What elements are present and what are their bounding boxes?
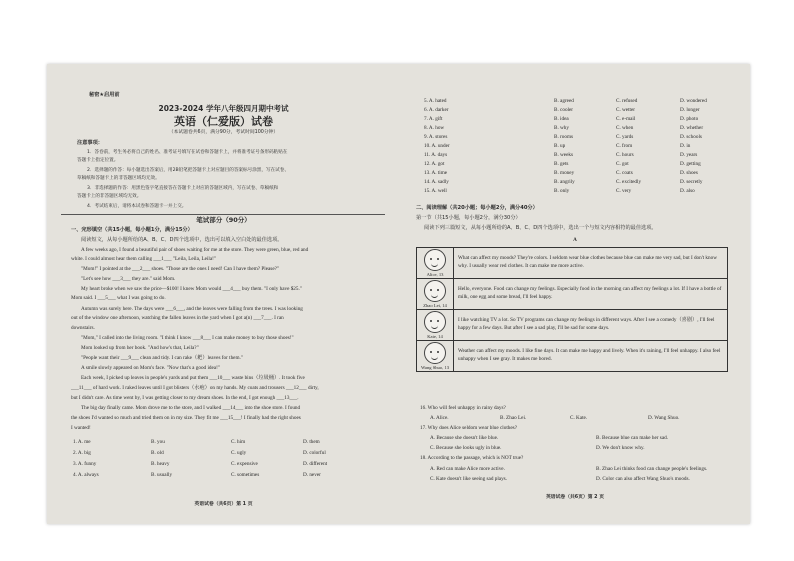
option-row-2 xyxy=(47,450,400,458)
note-line: 2．选择题的作答：每小题选出答案后，用2B铅笔把答题卡上对应题目的答案标号涂黑，写在试卷、 xyxy=(87,168,289,173)
profile-name: Alice, 13 xyxy=(426,272,444,277)
option-row-13 xyxy=(400,170,750,178)
option-d[interactable]: D. Wang Shuo. xyxy=(648,415,680,421)
passage-line: ___11___ of hard work. I raked leaves until I got blisters（水疱）on my hands. My coats and trousers ___12___ dirty, xyxy=(71,385,319,391)
option-row-6 xyxy=(400,107,750,115)
note-line: 草稿纸和答题卡上的非答题区域均无效。 xyxy=(77,176,160,181)
question-16-options xyxy=(400,415,750,423)
written-part-heading: 笔试部分（90分） xyxy=(196,216,251,224)
option-b[interactable]: B. Because blue can make her sad. xyxy=(596,435,669,441)
part1-instructions: 阅读下列三篇短文，从每小题所给的A、B、C、D四个选项中，选出一个与短文内容相符的最佳选项。 xyxy=(424,225,657,231)
option-a[interactable]: 10. A. under xyxy=(424,143,450,149)
girl-portrait-icon xyxy=(424,311,446,333)
option-d[interactable]: D. never xyxy=(303,472,321,478)
profile-name: Zhao Lei, 14 xyxy=(423,303,447,308)
option-b[interactable]: B. why xyxy=(554,125,569,131)
option-row-14 xyxy=(400,179,750,187)
passage-line: but I didn't care. As time went by, I was getting closer to my dream shoes. In the end, I got enough ___13___. xyxy=(71,395,299,401)
option-b[interactable]: B. up xyxy=(554,143,566,149)
passage-line: A smile slowly appeared on Mom's face. "Now that's a good idea!" xyxy=(81,365,220,371)
option-c[interactable]: C. sometimes xyxy=(231,472,260,478)
option-a[interactable]: 14. A. sadly xyxy=(424,179,449,185)
option-c[interactable]: C. Kate. xyxy=(570,415,588,421)
option-a[interactable]: 15. A. well xyxy=(424,188,447,194)
option-d[interactable]: D. shoes xyxy=(680,170,698,176)
page-footer: 英语试卷（共6页）第 1 页 xyxy=(194,502,253,507)
option-a[interactable]: 5. A. hated xyxy=(424,98,447,104)
option-row-7 xyxy=(400,116,750,124)
note-line: 3．非选择题的作答：用黑色签字笔直接答在答题卡上对应的答题区域内，写在试卷、草稿纸和 xyxy=(87,186,279,191)
option-row-4 xyxy=(47,472,400,480)
option-b[interactable]: B. agreed xyxy=(554,98,574,104)
option-row-1 xyxy=(47,439,400,447)
option-b[interactable]: B. heavy xyxy=(151,461,170,467)
option-row-3 xyxy=(47,461,400,469)
option-d[interactable]: D. secretly xyxy=(680,179,703,185)
option-a[interactable]: 7. A. gift xyxy=(424,116,443,122)
profile-name: Wang Shuo, 13 xyxy=(420,365,450,370)
table-row xyxy=(417,248,728,279)
option-d[interactable]: D. schools xyxy=(680,134,702,140)
option-c[interactable]: C. hours xyxy=(616,152,634,158)
option-c[interactable]: C. ugly xyxy=(231,450,247,456)
option-a[interactable]: A. Because she doesn't like blue. xyxy=(430,435,499,441)
option-a[interactable]: 2. A. big xyxy=(73,450,91,456)
option-row-9 xyxy=(400,134,750,142)
option-a[interactable]: A. Red can make Alice more active. xyxy=(430,466,505,472)
option-c[interactable]: C. Because she looks ugly in blue. xyxy=(430,445,502,451)
page-footer: 英语试卷（共6页）第 2 页 xyxy=(546,495,604,500)
note-line: 1．答卷前，考生务必将自己的姓名、准考证号填写在试卷和答题卡上，并将准考证号条形码粘贴在 xyxy=(87,150,288,155)
option-c[interactable]: C. expensive xyxy=(231,461,258,467)
boy-portrait-icon xyxy=(424,280,446,302)
option-d[interactable]: D. them xyxy=(303,439,320,445)
option-d[interactable]: D. whether xyxy=(680,125,704,131)
option-b[interactable]: B. angrily xyxy=(554,179,575,185)
option-d[interactable]: D. wondered xyxy=(680,98,707,104)
option-c[interactable]: C. e-mail xyxy=(616,116,636,122)
option-a[interactable]: A. Alice. xyxy=(430,415,449,421)
profiles-table xyxy=(416,247,728,372)
option-a[interactable]: 3. A. funny xyxy=(73,461,97,467)
exam-page-1 xyxy=(47,64,400,524)
secret-label: 秘密★启用前 xyxy=(89,92,120,98)
option-a[interactable]: 11. A. days xyxy=(424,152,448,158)
passage-line: the shoes I'd wanted so much and tried them on in my size. They fit me ___15___! I finally had the right shoes xyxy=(71,415,301,421)
question-17: 17. Why does Alice seldom wear blue clothes? xyxy=(420,425,517,431)
passage-line: I wanted! xyxy=(71,425,91,431)
passage-line: "People want their ___9___ clean and tidy. I can rake（耙）leaves for them." xyxy=(81,355,243,361)
option-a[interactable]: 8. A. how xyxy=(424,125,445,131)
option-d[interactable]: D. getting xyxy=(680,161,701,167)
option-row-5 xyxy=(400,98,750,106)
option-d[interactable]: D. also xyxy=(680,188,695,194)
option-b[interactable]: B. usually xyxy=(151,472,173,478)
section1-title: 一、完形填空（共15小题，每小题1分，满分15分） xyxy=(71,227,193,233)
passage-line: Mom said. I ___5___ what I was going to do. xyxy=(71,295,166,301)
option-row-11 xyxy=(400,152,750,160)
profile-text: Weather can affect my moods. I like fine days. It can make me happy and lively. When it's raining, I'll feel unhappy. I also feel unhappy when I see gray. It makes me bored. xyxy=(454,341,728,372)
option-c[interactable]: C. coats xyxy=(616,170,633,176)
option-b[interactable]: B. Zhao Lei thinks food can change people's feelings. xyxy=(596,466,708,472)
table-row xyxy=(417,279,728,310)
profile-photo-cell xyxy=(417,341,454,372)
option-d[interactable]: D. colorful xyxy=(303,450,326,456)
girl-portrait-icon xyxy=(424,342,446,364)
option-b[interactable]: B. Zhao Lei. xyxy=(500,415,527,421)
option-c[interactable]: C. very xyxy=(616,188,632,194)
section1-instructions: 阅读短文，从每小题所给的A、B、C、D四个选项中，选出可以填入空白处的最佳选项。 xyxy=(81,237,283,243)
exam-paper xyxy=(47,64,750,524)
option-a[interactable]: 13. A. time xyxy=(424,170,448,176)
option-d[interactable]: D. years xyxy=(680,152,698,158)
option-d[interactable]: D. longer xyxy=(680,107,700,113)
passage-line: My heart broke when we saw the price—$100! I knew Mom would ___4___ buy them. "I only have $25." xyxy=(81,286,302,292)
passage-line: The big day finally came. Mom drove me to the store, and I walked ___14___ into the shoe store. I found xyxy=(81,405,301,411)
passage-label: A xyxy=(573,237,577,243)
option-c[interactable]: C. excitedly xyxy=(616,179,642,185)
part1-title: 第一节（共15小题，每小题2分，满分30分） xyxy=(416,215,521,221)
passage-line: "Mom!" I pointed at the ___2___ shoes. "Those are the ones I need! Can I have them? Please?" xyxy=(81,266,280,272)
exam-info: （本试题卷共6页，满分90分，考试时间100分钟） xyxy=(168,130,279,135)
passage-line: A few weeks ago, I found a beautiful pair of shoes waiting for me at the store. They were green, blue, red and xyxy=(81,247,309,253)
profile-photo-cell xyxy=(417,248,454,279)
divider xyxy=(61,214,385,215)
option-d[interactable]: D. We don't know why. xyxy=(596,445,645,451)
option-d[interactable]: D. photo xyxy=(680,116,699,122)
profile-photo-cell xyxy=(417,279,454,310)
option-row-12 xyxy=(400,161,750,169)
option-a[interactable]: 9. A. stores xyxy=(424,134,448,140)
option-b[interactable]: B. rooms xyxy=(554,134,574,140)
exam-title: 2023-2024 学年八年级四月期中考试 xyxy=(158,104,289,113)
passage-line: out of the window one afternoon, watching the fallen leaves in the yard when I got a(n) ___7___. I ran xyxy=(71,315,284,321)
question-17-options-ab xyxy=(400,435,750,443)
passage-line: Each week, I picked up leaves in people's yards and put them ___10___ waste bins（垃圾桶）. It took five xyxy=(81,375,305,381)
girl-portrait-icon xyxy=(424,249,446,271)
passage-line: Autumn was surely here. The days were ___6___, and the leaves were falling from the trees. I was looking xyxy=(81,306,303,312)
subject-title: 英语（仁爱版）试卷 xyxy=(174,115,273,128)
profile-text: What can affect my moods? They're colors. I seldom wear blue clothes because blue can make me very sad, but I don't know why. I usually wear red clothes. It can make me more active. xyxy=(454,248,728,279)
profile-photo-cell xyxy=(417,310,454,341)
option-b[interactable]: B. old xyxy=(151,450,164,456)
option-b[interactable]: B. gets xyxy=(554,161,569,167)
notes-heading: 注意事项： xyxy=(77,140,103,146)
question-17-options-cd xyxy=(400,445,750,453)
option-c[interactable]: C. from xyxy=(616,143,633,149)
option-a[interactable]: 6. A. darker xyxy=(424,107,449,113)
option-a[interactable]: 1. A. me xyxy=(73,439,91,445)
option-c[interactable]: C. got xyxy=(616,161,629,167)
profile-text: Hello, everyone. Food can change my feelings. Especially food in the morning can affect my feelings a lot. If I have a bottle of milk, one egg and some bread, I'll feel happy. xyxy=(454,279,728,310)
option-row-15 xyxy=(400,188,750,196)
option-b[interactable]: B. only xyxy=(554,188,570,194)
option-c[interactable]: C. refused xyxy=(616,98,638,104)
question-16: 16. Who will feel unhappy in rainy days? xyxy=(420,405,506,411)
option-c[interactable]: C. Kate doesn't like seeing sad plays. xyxy=(430,476,508,482)
note-line: 答题卡上指定位置。 xyxy=(77,158,119,163)
option-c[interactable]: C. yards xyxy=(616,134,634,140)
option-d[interactable]: D. different xyxy=(303,461,328,467)
section2-title: 二、阅读理解（共20小题；每小题2分，满分40分） xyxy=(416,205,538,211)
option-b[interactable]: B. idea xyxy=(554,116,569,122)
passage-line: downstairs. xyxy=(71,325,95,331)
option-row-8 xyxy=(400,125,750,133)
option-b[interactable]: B. money xyxy=(554,170,575,176)
option-c[interactable]: C. him xyxy=(231,439,246,445)
option-a[interactable]: 12. A. got xyxy=(424,161,445,167)
option-c[interactable]: C. when xyxy=(616,125,634,131)
option-d[interactable]: D. in xyxy=(680,143,691,149)
table-row xyxy=(417,310,728,341)
profile-name: Kate, 14 xyxy=(427,334,443,339)
table-row xyxy=(417,341,728,372)
passage-line: Mom looked up from her book. "And how's that, Leila?" xyxy=(81,345,199,351)
passage-line: "Let's see how ___3___ they are." said Mom. xyxy=(81,276,176,282)
option-row-10 xyxy=(400,143,750,151)
option-c[interactable]: C. wetter xyxy=(616,107,636,113)
question-18: 18. According to the passage, which is NOT true? xyxy=(420,455,524,461)
option-b[interactable]: B. you xyxy=(151,439,165,445)
note-line: 4．考试结束后，请将本试卷和答题卡一并上交。 xyxy=(87,204,187,209)
passage-line: white. I could almost hear them calling ___1___ "Leila, Leila, Leila!" xyxy=(71,256,216,262)
profile-text: I like watching TV a lot. So TV programs can change my feelings in different ways. After I see a comedy（喜剧）, I'll feel happy for a few days. But after I see a sad play, I'll be sad for some days. xyxy=(454,310,728,341)
option-b[interactable]: B. weeks xyxy=(554,152,574,158)
question-18-options-ab xyxy=(400,466,750,474)
passage-line: "Mom," I called into the living room. "I think I know ___8___ I can make money to buy those shoes!" xyxy=(81,335,294,341)
option-d[interactable]: D. Color can also affect Wang Shuo's moods. xyxy=(596,476,690,482)
question-18-options-cd xyxy=(400,476,750,484)
option-b[interactable]: B. cooler xyxy=(554,107,574,113)
option-a[interactable]: 4. A. always xyxy=(73,472,99,478)
exam-page-2 xyxy=(400,64,750,524)
note-line: 答题卡上的非答题区域均无效。 xyxy=(77,194,142,199)
